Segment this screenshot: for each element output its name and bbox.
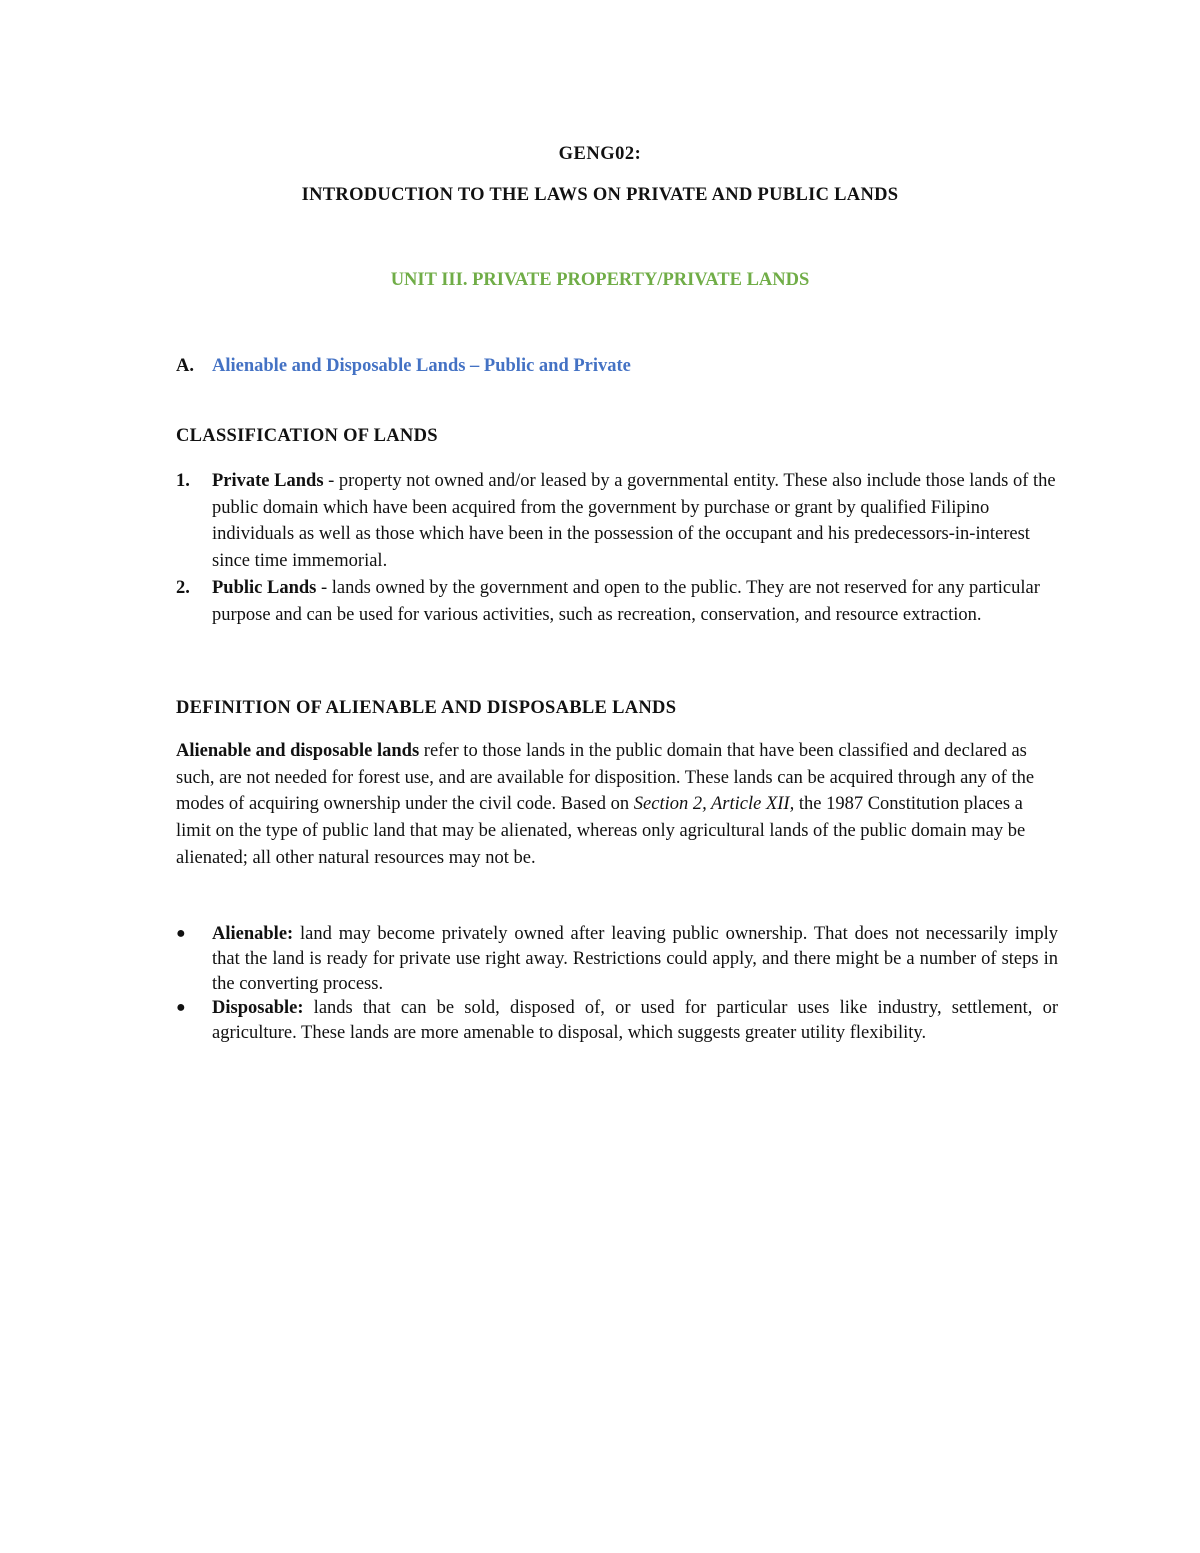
list-text: - property not owned and/or leased by a governmental entity. These also include those lands of the public domain which have been acquired from the government by purchase or grant by qualified Filipino individuals as well as those which have been in the possession of the occupant and his predecessors-in-interest since time immemorial. — [212, 471, 1056, 572]
list-term: Private Lands — [212, 471, 324, 491]
section-a-marker: A. — [176, 356, 194, 376]
list-item — [176, 575, 1058, 628]
unit-title: UNIT III. PRIVATE PROPERTY/PRIVATE LANDS — [390, 270, 810, 290]
classification-heading: CLASSIFICATION OF LANDS — [176, 426, 438, 446]
bullet-text: land may become privately owned after leaving public ownership. That does not necessarily imply that the land is ready for private use right away. Restrictions could apply, and there might be a number of steps in the converting process. — [212, 924, 1058, 994]
bullet-term: Alienable: — [212, 924, 294, 944]
bullet-icon: ● — [176, 999, 186, 1017]
bullet-term: Disposable: — [212, 998, 304, 1019]
section-a-heading — [176, 356, 1058, 377]
bullet-text: lands that can be sold, disposed of, or used for particular uses like industry, settlement, or agriculture. These lands are more amenable to disposal, which suggests greater utility flexibility. — [212, 998, 1058, 1044]
definition-term: Alienable and disposable lands — [176, 741, 420, 761]
list-term: Public Lands — [212, 577, 317, 598]
definition-heading: DEFINITION OF ALIENABLE AND DISPOSABLE LANDS — [176, 698, 677, 718]
definition-bullets — [176, 922, 1058, 1046]
classification-list — [176, 468, 1058, 628]
course-code: GENG02: — [558, 144, 642, 164]
definition-citation: Section 2, Article XII, — [633, 794, 795, 815]
course-title: INTRODUCTION TO THE LAWS ON PRIVATE AND PUBLIC LANDS — [301, 185, 899, 205]
bullet-icon: ● — [176, 925, 186, 942]
definition-paragraph — [176, 738, 1058, 872]
list-number: 1. — [176, 471, 190, 491]
list-item — [176, 468, 1058, 575]
list-number: 2. — [176, 577, 190, 598]
bullet-item — [176, 996, 1058, 1046]
definition-text-2: the 1987 Constitution places a limit on the type of public land that may be alienated, whereas only agricultural lands of the public domain may be alienated; all other natural resources may not be. — [176, 794, 1026, 868]
bullet-item — [176, 922, 1058, 996]
list-text: - lands owned by the government and open to the public. They are not reserved for any particular purpose and can be used for various activities, such as recreation, conservation, and resource extraction. — [212, 577, 1040, 625]
definition-text-1: refer to those lands in the public domain that have been classified and declared as such, are not needed for forest use, and are available for disposition. These lands can be acquired through any of the modes of acquiring ownership under the civil code. Based on — [176, 741, 1035, 815]
section-a-link[interactable]: Alienable and Disposable Lands – Public and Private — [212, 356, 631, 376]
